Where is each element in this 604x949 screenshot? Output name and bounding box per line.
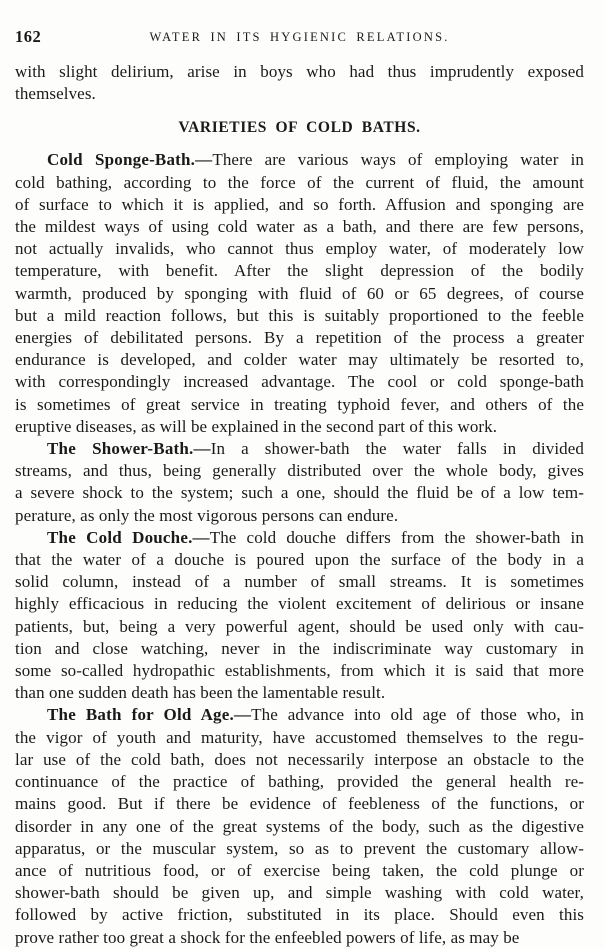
text-line: solid column, instead of a number of small streams. It is sometimes xyxy=(15,572,584,592)
paragraph-lead: The Bath for Old Age.— xyxy=(47,705,252,725)
section-heading: VARIETIES OF COLD BATHS. xyxy=(178,119,421,137)
text-line: some so-called hydropathic establishments, from which it is said that more xyxy=(15,661,584,681)
text-line: is sometimes of great service in treating typhoid fever, and others of the xyxy=(15,394,584,414)
text-line: themselves. xyxy=(15,84,96,104)
text-line: patients, but, being a very powerful agent, should be used only with cau- xyxy=(15,616,584,636)
text-line: disorder in any one of the great systems of the body, such as the digestive xyxy=(15,816,584,836)
running-title: WATER IN ITS HYGIENIC RELATIONS. xyxy=(149,30,450,44)
text-line: the vigor of youth and maturity, have accustomed themselves to the regu- xyxy=(15,727,584,747)
intro-paragraph xyxy=(15,61,584,105)
page-header xyxy=(15,27,584,44)
text-line: the mildest ways of using cold water as a bath, and there are few persons, xyxy=(15,217,584,237)
text-line: a severe shock to the system; such a one, should the fluid be of a low tem- xyxy=(15,483,584,503)
text-line: shower-bath should be given up, and simple washing with cold water, xyxy=(15,883,584,903)
paragraph xyxy=(15,438,584,527)
text-line: Cold Sponge-Bath.—There are various ways of employing water in xyxy=(47,150,584,170)
text-line: tion and close watching, never in the indiscriminate way customary in xyxy=(15,638,584,658)
text-line: warmth, produced by sponging with fluid of 60 or 65 degrees, of course xyxy=(15,283,584,303)
text-line: endurance is developed, and colder water may ultimately be resorted to, xyxy=(15,350,584,370)
text-line: apparatus, or the muscular system, so as to prevent the customary allow- xyxy=(15,838,584,858)
paragraph-lead: The Cold Douche.— xyxy=(47,527,210,547)
text-line: that the water of a douche is poured upon the surface of the body in a xyxy=(15,550,584,570)
page-number: 162 xyxy=(15,27,42,46)
text-line: temperature, with benefit. After the slight depression of the bodily xyxy=(15,261,584,281)
paragraph xyxy=(15,704,584,948)
paragraph xyxy=(15,527,584,705)
paragraph-lead: The Shower-Bath.— xyxy=(47,439,211,459)
paragraphs xyxy=(15,149,584,948)
text-line: mains good. But if there be evidence of feebleness of the functions, or xyxy=(15,794,584,814)
text-line: lar use of the cold bath, does not necessarily interpose an obstacle to the xyxy=(15,749,584,769)
text-line: with correspondingly increased advantage. The cool or cold sponge-bath xyxy=(15,372,584,392)
paragraph xyxy=(15,149,584,438)
text-line: continuance of the practice of bathing, provided the general health re- xyxy=(15,772,584,792)
text-line: but a mild reaction follows, but this is suitably proportioned to the feeble xyxy=(15,305,584,325)
text-line: cold bathing, according to the force of the current of fluid, the amount xyxy=(15,172,584,192)
text-line: than one sudden death has been the lamentable result. xyxy=(15,683,386,703)
paragraph-lead: Cold Sponge-Bath.— xyxy=(47,150,213,170)
text-line: not actually invalids, who cannot thus employ water, of moderately low xyxy=(15,239,584,259)
text-line: highly efficacious in reducing the violent excitement of delirious or insane xyxy=(15,594,584,614)
text-line: eruptive diseases, as will be explained in the second part of this work. xyxy=(15,416,498,436)
text-line: with slight delirium, arise in boys who had thus imprudently exposed xyxy=(15,62,584,81)
text-line: perature, as only the most vigorous persons can endure. xyxy=(15,505,399,525)
text-line: ance of nutritious food, or of exercise being taken, the cold plunge or xyxy=(15,860,584,880)
text-line: energies of debilitated persons. By a repetition of the process a greater xyxy=(15,328,584,348)
text-line: prove rather too great a shock for the enfeebled powers of life, as may be xyxy=(15,927,520,947)
text-line: of surface to which it is applied, and so forth. Affusion and sponging are xyxy=(15,194,584,214)
text-line: The Bath for Old Age.—The advance into old age of those who, in xyxy=(47,705,584,725)
text-line: The Cold Douche.—The cold douche differs from the shower-bath in xyxy=(47,527,584,547)
text-line: followed by active friction, substituted in its place. Should even this xyxy=(15,905,584,925)
text-line: The Shower-Bath.—In a shower-bath the water falls in divided xyxy=(47,439,584,459)
text-line: streams, and thus, being generally distributed over the whole body, gives xyxy=(15,461,584,481)
